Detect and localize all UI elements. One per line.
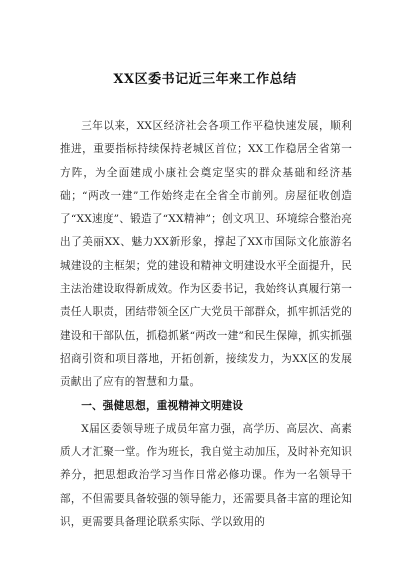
section-paragraph: X届区委领导班子成员年富力强，高学历、高层次、高素质人才汇聚一堂。作为班长，我自觉主动加压，及时补充知识养分，把思想政治学习当作日常必修功课。作为一名领导干部，不但需要具备较强的领导能力，还需要具备丰富的理论知识，更需要具备理论联系实际、学以致用的 [60, 422, 352, 529]
document-title: XX区委书记近三年来工作总结 [113, 72, 297, 87]
document-body [60, 115, 352, 534]
section-heading: 一、强健思想，重视精神文明建设 [81, 399, 244, 412]
intro-paragraph: 三年以来，XX区经济社会各项工作平稳快速发展，顺利推进，重要指标持续保持老城区首位；XX工作稳居全省第一方阵，为全面建成小康社会奠定坚实的群众基础和经济基础；“两改一建”工作始终走在全省全市前列。房屋征收创造了“XX速度”、锻造了“XX精神”；创文巩卫、环境综合整治亮出了美丽XX、魅力XX新形象，撑起了XX市国际文化旅游名城建设的主框架；党的建设和精神文明建设水平全面提升，民主法治建设取得新成效。作为区委书记，我始终认真履行第一责任人职责，团结带领全区广大党员干部群众，抓牢抓活党的建设和干部队伍，抓稳抓紧“两改一建”和民生保障，抓实抓强招商引资和项目落地，开拓创新，接续发力，为XX区的发展贡献出了应有的智慧和力量。 [60, 120, 352, 389]
